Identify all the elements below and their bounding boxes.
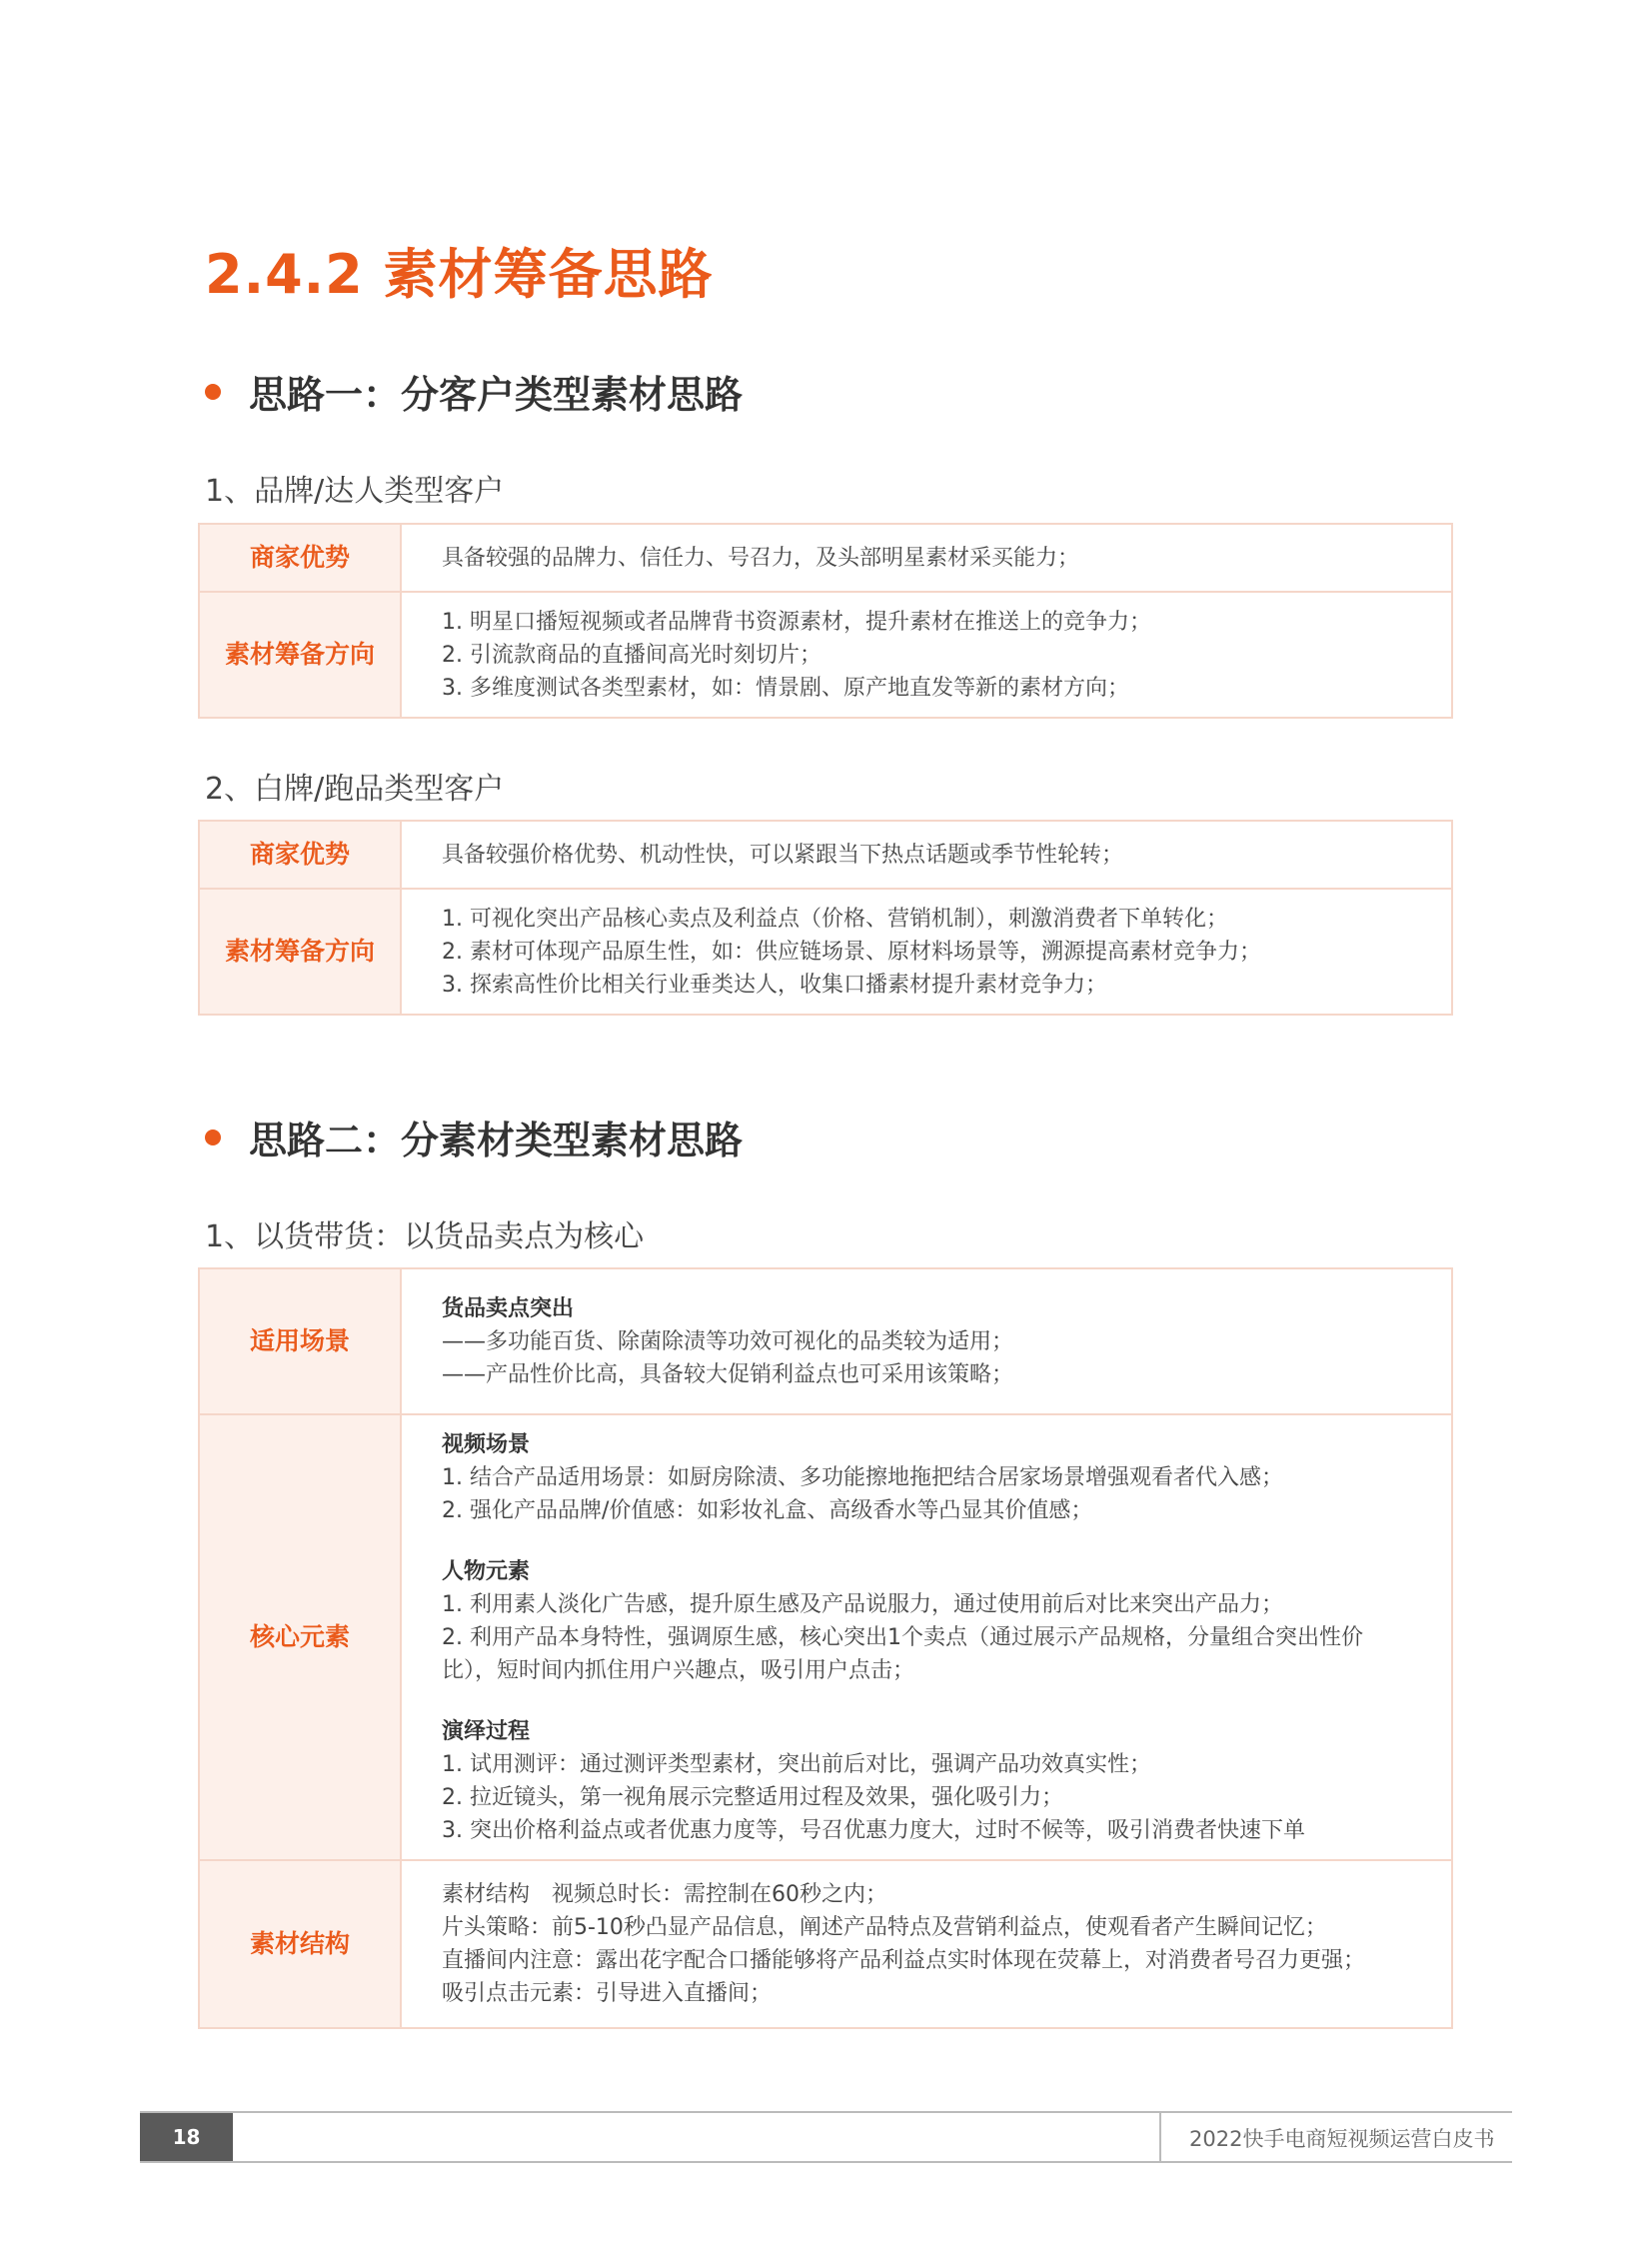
- text-line: 具备较强价格优势、机动性快，可以紧跟当下热点话题或季节性轮转；: [442, 842, 1124, 868]
- content-group: [442, 1428, 1411, 1527]
- text-line: 1. 结合产品适用场景：如厨房除渍、多功能擦地拖把结合居家场景增强观看者代入感；: [442, 1464, 1283, 1490]
- publication-title: 2022快手电商短视频运营白皮书: [1189, 2127, 1495, 2151]
- table-row: [199, 592, 1452, 718]
- page-title: 2.4.2 素材筹备思路: [205, 243, 714, 306]
- table-row: [199, 889, 1452, 1015]
- text-line: 素材结构 视频总时长：需控制在60秒之内；: [442, 1882, 887, 1907]
- table-whitelabel-clients: [198, 820, 1453, 1016]
- footer-bottom-rule: [140, 2161, 1512, 2163]
- table-row: [199, 1414, 1452, 1860]
- table-row: [199, 1268, 1452, 1414]
- text-line: ——多功能百货、除菌除渍等功效可视化的品类较为适用；: [442, 1328, 1014, 1354]
- section-heading-2-text: 思路二：分素材类型素材思路: [249, 1119, 744, 1162]
- table-brand-clients: [198, 523, 1453, 719]
- text-line: 直播间内注意：露出花字配合口播能够将产品利益点实时体现在荧幕上，对消费者号召力更强；: [442, 1948, 1366, 1973]
- row-label: 素材筹备方向: [199, 889, 401, 1015]
- subsection-heading-whitelabel: 2、白牌/跑品类型客户: [205, 772, 505, 807]
- bullet-dot-icon: [205, 1129, 221, 1145]
- text-line: 片头策略：前5-10秒凸显产品信息，阐述产品特点及营销利益点，使观看者产生瞬间记忆；: [442, 1915, 1327, 1940]
- section-heading-1: [205, 364, 743, 419]
- footer-top-rule: [140, 2111, 1512, 2113]
- group-title: 人物元素: [442, 1558, 531, 1584]
- row-content: [401, 592, 1452, 718]
- content-group: [442, 1555, 1411, 1687]
- row-content: [401, 821, 1452, 889]
- row-label: 商家优势: [199, 524, 401, 592]
- row-content: [401, 524, 1452, 592]
- text-line: 2. 引流款商品的直播间高光时刻切片；: [442, 642, 822, 668]
- text-line: 2. 素材可体现产品原生性，如：供应链场景、原材料场景等，溯源提高素材竞争力；: [442, 939, 1261, 965]
- text-line: 1. 可视化突出产品核心卖点及利益点（价格、营销机制），刺激消费者下单转化；: [442, 906, 1228, 932]
- bullet-dot-icon: [205, 384, 221, 400]
- subsection-heading-brand: 1、品牌/达人类型客户: [205, 474, 505, 509]
- table-row: [199, 1860, 1452, 2028]
- text-line: 吸引点击元素：引导进入直播间；: [442, 1981, 773, 2006]
- row-label: 商家优势: [199, 821, 401, 889]
- content-group: [442, 1715, 1411, 1847]
- text-line: 3. 突出价格利益点或者优惠力度等，号召优惠力度大，过时不候等，吸引消费者快速下单: [442, 1817, 1305, 1843]
- table-row: [199, 524, 1452, 592]
- row-label: 素材筹备方向: [199, 592, 401, 718]
- subsection-heading-goods: 1、以货带货：以货品卖点为核心: [205, 1219, 645, 1254]
- row-content: [401, 889, 1452, 1015]
- row-label: 素材结构: [199, 1860, 401, 2028]
- text-line: 1. 明星口播短视频或者品牌背书资源素材，提升素材在推送上的竞争力；: [442, 609, 1151, 635]
- text-line: 具备较强的品牌力、信任力、号召力，及头部明星素材采买能力；: [442, 545, 1080, 571]
- text-line: 1. 试用测评：通过测评类型素材，突出前后对比，强调产品功效真实性；: [442, 1751, 1151, 1777]
- group-title: 货品卖点突出: [442, 1295, 575, 1321]
- table-goods-material: [198, 1267, 1453, 2029]
- text-line: 2. 利用产品本身特性，强调原生感，核心突出1个卖点（通过展示产品规格，分量组合突出性价比），短时间内抓住用户兴趣点，吸引用户点击；: [442, 1624, 1363, 1683]
- row-content: [401, 1860, 1452, 2028]
- row-content: [401, 1414, 1452, 1860]
- section-heading-1-text: 思路一：分客户类型素材思路: [249, 373, 744, 417]
- text-line: 3. 探索高性价比相关行业垂类达人，收集口播素材提升素材竞争力；: [442, 972, 1107, 998]
- text-line: 3. 多维度测试各类型素材，如：情景剧、原产地直发等新的素材方向；: [442, 675, 1129, 701]
- footer-divider: [1159, 2113, 1161, 2161]
- section-heading-2: [205, 1110, 743, 1164]
- row-label: 适用场景: [199, 1268, 401, 1414]
- text-line: 1. 利用素人淡化广告感，提升原生感及产品说服力，通过使用前后对比来突出产品力；: [442, 1591, 1283, 1617]
- text-line: 2. 拉近镜头，第一视角展示完整适用过程及效果，强化吸引力；: [442, 1784, 1063, 1810]
- text-line: ——产品性价比高，具备较大促销利益点也可采用该策略；: [442, 1361, 1014, 1387]
- row-content: [401, 1268, 1452, 1414]
- text-line: 2. 强化产品品牌/价值感：如彩妆礼盒、高级香水等凸显其价值感；: [442, 1497, 1093, 1523]
- group-title: 视频场景: [442, 1431, 531, 1457]
- page-number: 18: [140, 2113, 233, 2161]
- group-title: 演绎过程: [442, 1718, 531, 1744]
- table-row: [199, 821, 1452, 889]
- row-label: 核心元素: [199, 1414, 401, 1860]
